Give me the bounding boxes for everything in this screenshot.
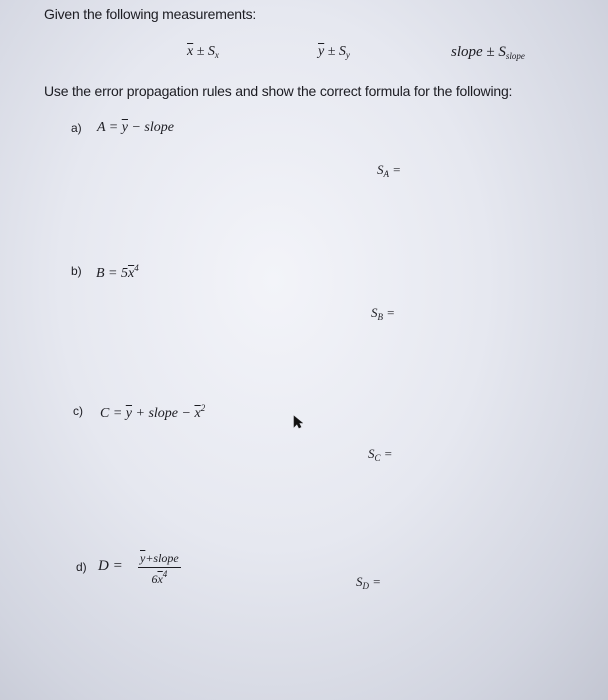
part-d-fraction xyxy=(138,551,181,587)
part-d-answer: $S_D$ = xyxy=(356,574,382,591)
part-d-denominator: $6\overline{x}^4$ xyxy=(151,569,168,586)
part-c-label: c) xyxy=(73,404,83,418)
part-b-formula: $B = 5\overline{x}^4$ xyxy=(96,263,139,281)
part-d-numerator: $\overline{y}+slope$ xyxy=(138,551,181,568)
part-b-label: b) xyxy=(71,264,82,278)
measurement-slope: slope ± $S_{slope}$ xyxy=(451,44,525,61)
measurement-y: $\overline{y} \pm S_y$ xyxy=(318,44,350,60)
intro-text: Given the following measurements: xyxy=(44,6,257,22)
part-d-lhs: D = xyxy=(98,558,123,574)
part-a-answer: $S_A$ = xyxy=(377,162,402,179)
part-c-answer: $S_C$ = xyxy=(368,446,393,463)
measurement-x: $\overline{x} \pm S_x$ xyxy=(187,44,219,60)
part-a-formula: $A = \overline{y}$ − slope xyxy=(97,120,174,135)
part-c-formula: $C = \overline{y}$ + slope − $\overline{x}^2$ xyxy=(100,403,206,421)
instruction-text: Use the error propagation rules and show the correct formula for the following: xyxy=(44,83,513,99)
part-b-answer: $S_B$ = xyxy=(371,305,396,322)
mouse-cursor-icon xyxy=(293,415,303,429)
part-a-label: a) xyxy=(71,121,82,135)
part-d-label: d) xyxy=(76,560,87,574)
